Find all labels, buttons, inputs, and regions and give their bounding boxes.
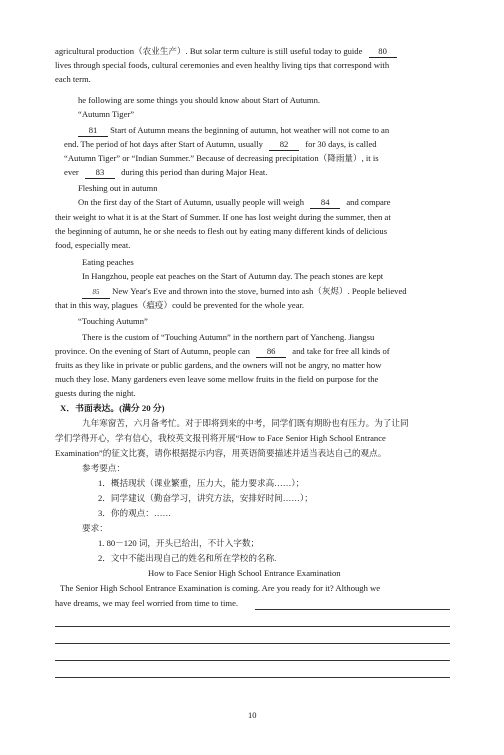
passage-text: during this period than during Major Heat. bbox=[121, 167, 268, 177]
subheading-fleshing-out: Fleshing out in autumn bbox=[78, 183, 158, 193]
answer-line[interactable] bbox=[55, 660, 450, 661]
passage-line bbox=[55, 46, 397, 58]
passage-line bbox=[64, 139, 377, 151]
requirement-item: 2．文中不能出现自己的姓名和所在学校的名称. bbox=[98, 553, 277, 563]
passage-text: On the first day of the Start of Autumn, usually people will weigh bbox=[78, 197, 305, 207]
writing-desc-line: 九年寒窗苦，六月备考忙。对于即将到来的中考，同学们既有期盼也有压力。为了让同 bbox=[82, 418, 409, 428]
requirement-item: 1. 80－120 词，开头已给出，不计入字数； bbox=[98, 538, 260, 548]
subheading-touching-autumn: “Touching Autumn” bbox=[78, 316, 148, 326]
intro-line: he following are some things you should know about Start of Autumn. bbox=[78, 95, 321, 105]
writing-desc-line: 学们学得开心，学有信心，我校英文报刊将开展“How to Face Senior High School Entrance bbox=[55, 433, 386, 443]
answer-line[interactable] bbox=[55, 677, 450, 678]
answer-line[interactable] bbox=[55, 626, 450, 627]
passage-line: food, especially meat. bbox=[55, 240, 131, 250]
handwritten-number: 85 bbox=[92, 288, 100, 296]
point-item: 3．你的观点：…… bbox=[98, 508, 172, 518]
passage-line: fruits as they like in private or public gardens, and the owners will not be angry, no matter how bbox=[55, 360, 382, 370]
blank-85 bbox=[82, 286, 110, 299]
blank-82: 82 bbox=[269, 139, 299, 151]
point-item: 2．同学建议（勤奋学习，讲究方法，安排好时间……）； bbox=[98, 493, 313, 503]
passage-text: and take for free all kinds of bbox=[292, 346, 390, 356]
passage-text: Start of Autumn means the beginning of autumn, hot weather will not come to an bbox=[110, 125, 390, 135]
section-heading-writing: X．书面表达。(满分 20 分) bbox=[60, 403, 165, 413]
passage-line bbox=[78, 125, 389, 137]
passage-line: “Autumn Tiger” or “Indian Summer.” Because of decreasing precipitation（降雨量）, it is bbox=[64, 153, 379, 163]
writing-desc-line: Examination”的征文比赛，请你根据提示内容，用英语简要描述并适当表达自己的观点。 bbox=[55, 448, 387, 458]
passage-line: each term. bbox=[55, 74, 91, 84]
passage-text: agricultural production（农业生产）. But solar term culture is still useful today to guide bbox=[55, 46, 363, 56]
page-number: 10 bbox=[248, 710, 257, 720]
passage-line: the beginning of autumn, he or she needs to flesh out by eating many different kinds of delicious bbox=[55, 226, 388, 236]
passage-line bbox=[64, 167, 267, 179]
passage-line bbox=[55, 346, 390, 358]
passage-line: that in this way, plagues（瘟疫）could be prevented for the whole year. bbox=[55, 300, 305, 310]
passage-text: New Year's Eve and thrown into the stove, burned into ash（灰烬）. People believed bbox=[112, 286, 407, 296]
blank-81: 81 bbox=[78, 125, 108, 137]
answer-line[interactable] bbox=[55, 643, 450, 644]
passage-line: There is the custom of “Touching Autumn” in the northern part of Yancheng. Jiangsu bbox=[82, 332, 375, 342]
subheading-eating-peaches: Eating peaches bbox=[82, 257, 134, 267]
requirements-label: 要求： bbox=[82, 523, 108, 533]
passage-line: lives through special foods, cultural ceremonies and even healthy living tips that correspond with bbox=[55, 60, 390, 70]
blank-86: 86 bbox=[256, 346, 286, 358]
blank-83: 83 bbox=[85, 167, 115, 179]
passage-text: for 30 days, is called bbox=[305, 139, 377, 149]
point-item: 1．概括现状（课业繁重，压力大，能力要求高……）； bbox=[98, 478, 305, 488]
subheading-autumn-tiger: “Autumn Tiger” bbox=[78, 109, 135, 119]
passage-text: province. On the evening of Start of Autumn, people can bbox=[55, 346, 250, 356]
essay-start-line: have dreams, we may feel worried from time to time. bbox=[55, 598, 239, 608]
essay-start-line: The Senior High School Entrance Examination is coming. Are you ready for it? Although we bbox=[60, 583, 381, 593]
passage-line: their weight to what it is at the Start of Summer. If one has lost weight during the summer, then at bbox=[55, 212, 391, 222]
passage-text: and compare bbox=[346, 197, 391, 207]
passage-line: guests during the night. bbox=[55, 388, 136, 398]
passage-line: much they lose. Many gardeners even leave some mellow fruits in the field on purpose for the bbox=[55, 374, 379, 384]
passage-line bbox=[78, 197, 390, 209]
blank-84: 84 bbox=[310, 197, 340, 209]
blank-80: 80 bbox=[369, 46, 397, 58]
passage-text: end. The period of hot days after Start of Autumn, usually bbox=[64, 139, 263, 149]
points-label: 参考要点： bbox=[82, 463, 125, 473]
passage-line bbox=[82, 286, 407, 299]
passage-text: ever bbox=[64, 167, 79, 177]
answer-line[interactable] bbox=[255, 609, 450, 610]
passage-line: In Hangzhou, people eat peaches on the Start of Autumn day. The peach stones are kept bbox=[82, 271, 384, 281]
essay-title: How to Face Senior High School Entrance Examination bbox=[148, 568, 341, 578]
